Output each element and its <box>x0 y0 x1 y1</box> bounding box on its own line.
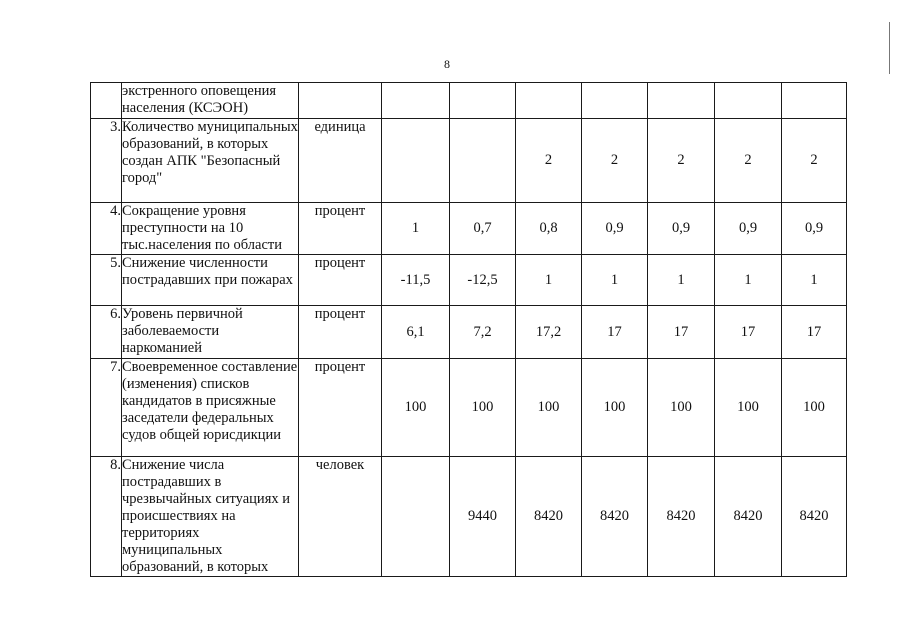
value-cell: 1 <box>516 255 582 306</box>
row-number-cell <box>91 83 122 119</box>
value-cell: -12,5 <box>450 255 516 306</box>
unit-cell: процент <box>299 306 382 359</box>
value-cell: 0,7 <box>450 203 516 255</box>
unit-cell: единица <box>299 119 382 203</box>
row-number-cell: 6. <box>91 306 122 359</box>
value-cell: -11,5 <box>382 255 450 306</box>
value-cell <box>582 83 648 119</box>
value-cell <box>648 83 715 119</box>
value-cell: 100 <box>516 359 582 457</box>
value-cell: 100 <box>582 359 648 457</box>
value-cell <box>382 83 450 119</box>
value-cell <box>450 83 516 119</box>
value-cell: 100 <box>382 359 450 457</box>
value-cell: 1 <box>782 255 847 306</box>
unit-cell: процент <box>299 359 382 457</box>
value-cell: 0,9 <box>648 203 715 255</box>
unit-cell: процент <box>299 203 382 255</box>
value-cell: 1 <box>715 255 782 306</box>
page-number: 8 <box>444 57 450 71</box>
value-cell: 1 <box>648 255 715 306</box>
value-cell: 0,8 <box>516 203 582 255</box>
row-number-cell: 3. <box>91 119 122 203</box>
value-cell: 8420 <box>582 457 648 577</box>
value-cell: 17 <box>715 306 782 359</box>
table-row <box>91 119 847 203</box>
table-row <box>91 83 847 119</box>
table-row <box>91 359 847 457</box>
value-cell: 8420 <box>782 457 847 577</box>
value-cell: 6,1 <box>382 306 450 359</box>
row-number-cell: 8. <box>91 457 122 577</box>
value-cell: 8420 <box>648 457 715 577</box>
value-cell: 2 <box>582 119 648 203</box>
scan-edge-mark <box>889 22 890 74</box>
indicator-name-cell: экстренного оповещения населения (КСЭОН) <box>122 83 299 119</box>
value-cell <box>382 457 450 577</box>
value-cell: 2 <box>648 119 715 203</box>
value-cell: 100 <box>715 359 782 457</box>
table-row <box>91 306 847 359</box>
table-row <box>91 255 847 306</box>
indicator-name-cell: Уровень первичной заболеваемости наркоманией <box>122 306 299 359</box>
value-cell: 100 <box>782 359 847 457</box>
value-cell: 2 <box>715 119 782 203</box>
row-number-cell: 4. <box>91 203 122 255</box>
value-cell: 17,2 <box>516 306 582 359</box>
value-cell: 0,9 <box>582 203 648 255</box>
value-cell: 7,2 <box>450 306 516 359</box>
value-cell <box>450 119 516 203</box>
unit-cell: процент <box>299 255 382 306</box>
value-cell: 8420 <box>516 457 582 577</box>
value-cell: 1 <box>382 203 450 255</box>
value-cell: 2 <box>782 119 847 203</box>
value-cell: 17 <box>648 306 715 359</box>
value-cell <box>715 83 782 119</box>
table-row <box>91 203 847 255</box>
row-number-cell: 5. <box>91 255 122 306</box>
unit-cell: человек <box>299 457 382 577</box>
indicator-name-cell: Сокращение уровня преступности на 10 тыс.населения по области <box>122 203 299 255</box>
value-cell: 1 <box>582 255 648 306</box>
indicator-name-cell: Снижение числа пострадавших в чрезвычайных ситуациях и происшествиях на территориях муниципальных образований, в которых <box>122 457 299 577</box>
value-cell <box>382 119 450 203</box>
value-cell: 100 <box>648 359 715 457</box>
table-body <box>91 83 847 577</box>
row-number-cell: 7. <box>91 359 122 457</box>
indicator-name-cell: Снижение численности пострадавших при пожарах <box>122 255 299 306</box>
indicator-name-cell: Своевременное составление (изменения) списков кандидатов в присяжные заседатели федеральных судов общей юрисдикции <box>122 359 299 457</box>
table-row <box>91 457 847 577</box>
value-cell: 17 <box>582 306 648 359</box>
value-cell: 9440 <box>450 457 516 577</box>
value-cell: 17 <box>782 306 847 359</box>
unit-cell <box>299 83 382 119</box>
indicator-name-cell: Количество муниципальных образований, в которых создан АПК "Безопасный город" <box>122 119 299 203</box>
value-cell: 2 <box>516 119 582 203</box>
value-cell: 0,9 <box>715 203 782 255</box>
indicators-table <box>90 82 847 577</box>
value-cell: 8420 <box>715 457 782 577</box>
value-cell <box>782 83 847 119</box>
value-cell <box>516 83 582 119</box>
value-cell: 100 <box>450 359 516 457</box>
value-cell: 0,9 <box>782 203 847 255</box>
